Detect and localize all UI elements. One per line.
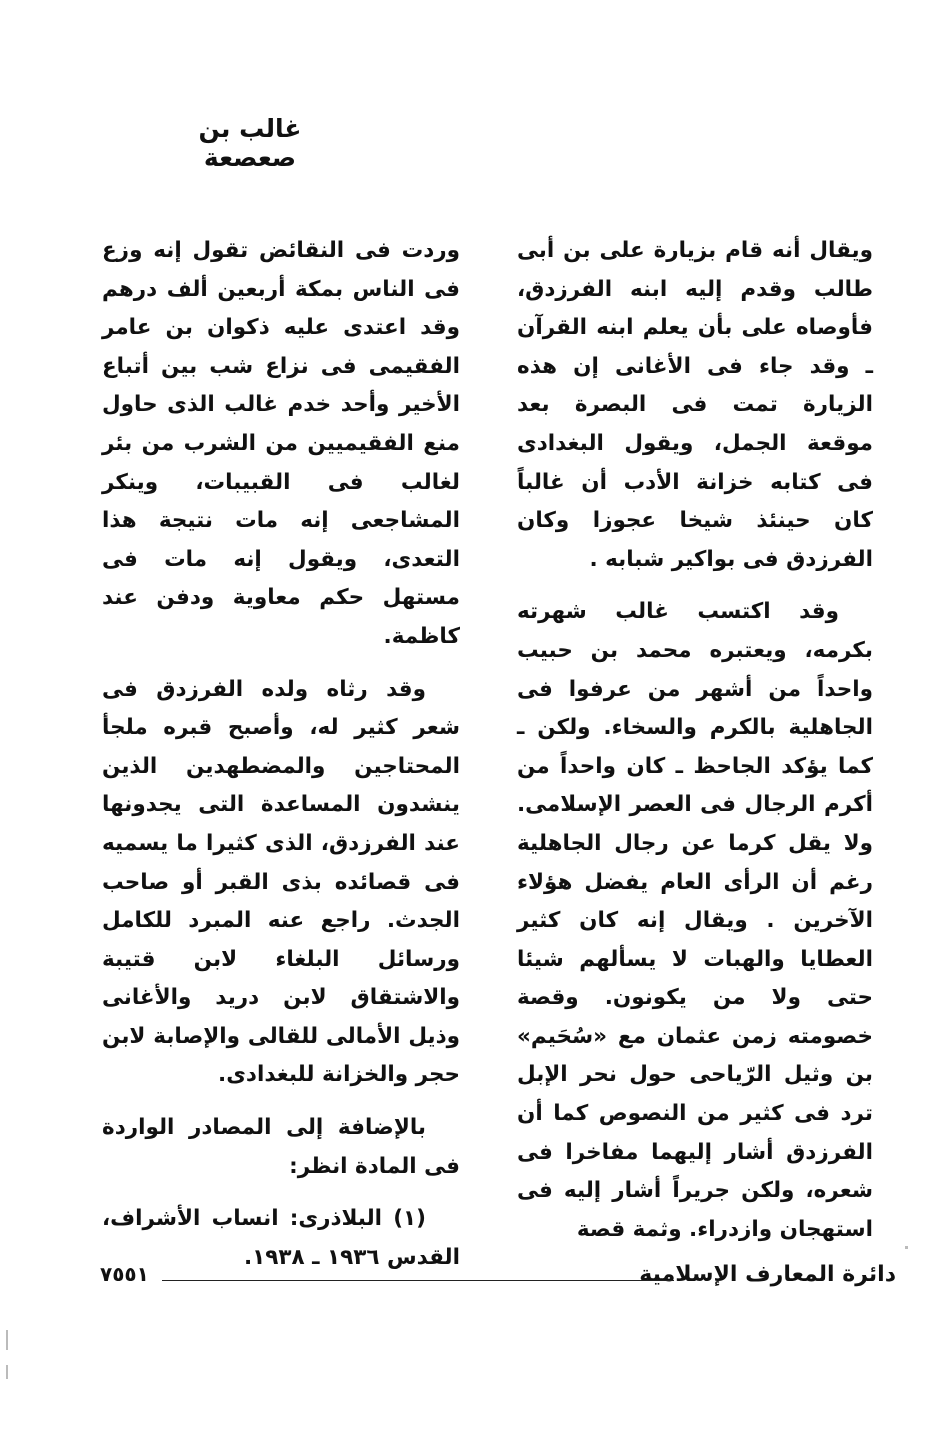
- scan-speck: [905, 1246, 908, 1249]
- right-text-column: [517, 232, 873, 1249]
- scan-speck: [6, 1330, 8, 1350]
- page-title: غالب بن صعصعة: [198, 114, 302, 172]
- left-text-column: [102, 232, 460, 1277]
- publication-title: دائرة المعارف الإسلامية: [639, 1262, 896, 1287]
- bibliography-entry: (١) البلاذرى: انساب الأشراف، القدس ١٩٣٦ ـ ١٩٣٨.: [102, 1206, 460, 1270]
- scan-speck: [6, 1365, 8, 1379]
- body-paragraph: بالإضافة إلى المصادر الواردة فى المادة انظر:: [102, 1115, 460, 1179]
- page-footer: [100, 1262, 896, 1302]
- body-paragraph: وقد اكتسب غالب شهرته بكرمه، ويعتبره محمد بن حبيب واحداً من أشهر من عرفوا فى الجاهلية بالكرم والسخاء. ولكن ـ كما يؤكد الجاحظ ـ كان واحداً من أكرم الرجال فى العصر الإسلامى. ولا يقل كرما عن رجال الجاهلية رغم أن الرأى العام يفضل هؤلاء الآخرين . ويقال إنه كان كثير العطايا والهبات لا يسألهم شيئا حتى ولا من يكونون. وقصة خصومته زمن عثمان مع «سُحَيم» بن وثيل الرّياحى حول نحر الإبل ترد فى كثير من النصوص كما أن الفرزدق أشار إليهما مفاخرا فى شعره، ولكن جريراً أشار إليه فى استهجان وازدراء. وثمة قصة: [517, 599, 873, 1242]
- page-number: ٧٥٥١: [100, 1262, 149, 1286]
- body-paragraph: ويقال أنه قام بزيارة على بن أبى طالب وقدم إليه ابنه الفرزدق، فأوصاه على بأن يعلم ابنه القرآن ـ وقد جاء فى الأغانى إن هذه الزيارة تمت فى البصرة بعد موقعة الجمل، ويقول البغدادى فى كتابه خزانة الأدب أن غالباً كان حينئذ شيخا عجوزا وكان الفرزدق فى بواكير شبابه .: [517, 238, 873, 572]
- footer-rule-divider: [162, 1280, 674, 1281]
- body-paragraph: وردت فى النقائض تقول إنه وزع فى الناس بمكة أربعين ألف درهم وقد اعتدى عليه ذكوان بن عامر الفقيمى فى نزاع شب بين أتباع الأخير وأحد خدم غالب الذى حاول منع الفقيميين من الشرب من بئر لغالب فى القبيبات، وينكر المشاجعى إنه مات نتيجة هذا التعدى، ويقول إنه مات فى مستهل حكم معاوية ودفن عند كاظمة.: [102, 238, 460, 649]
- body-paragraph: وقد رثاه ولده الفرزدق فى شعر كثير له، وأصبح قبره ملجأ المحتاجين والمضطهدين الذين ينشدون المساعدة التى يجدونها عند الفرزدق، الذى كثيرا ما يسميه فى قصائده بذى القبر أو صاحب الجدث. راجع عنه المبرد للكامل ورسائل البلغاء لابن قتيبة والاشتقاق لابن دريد والأغانى وذيل الأمالى للقالى والإصابة لابن حجر والخزانة للبغدادى.: [102, 676, 460, 1088]
